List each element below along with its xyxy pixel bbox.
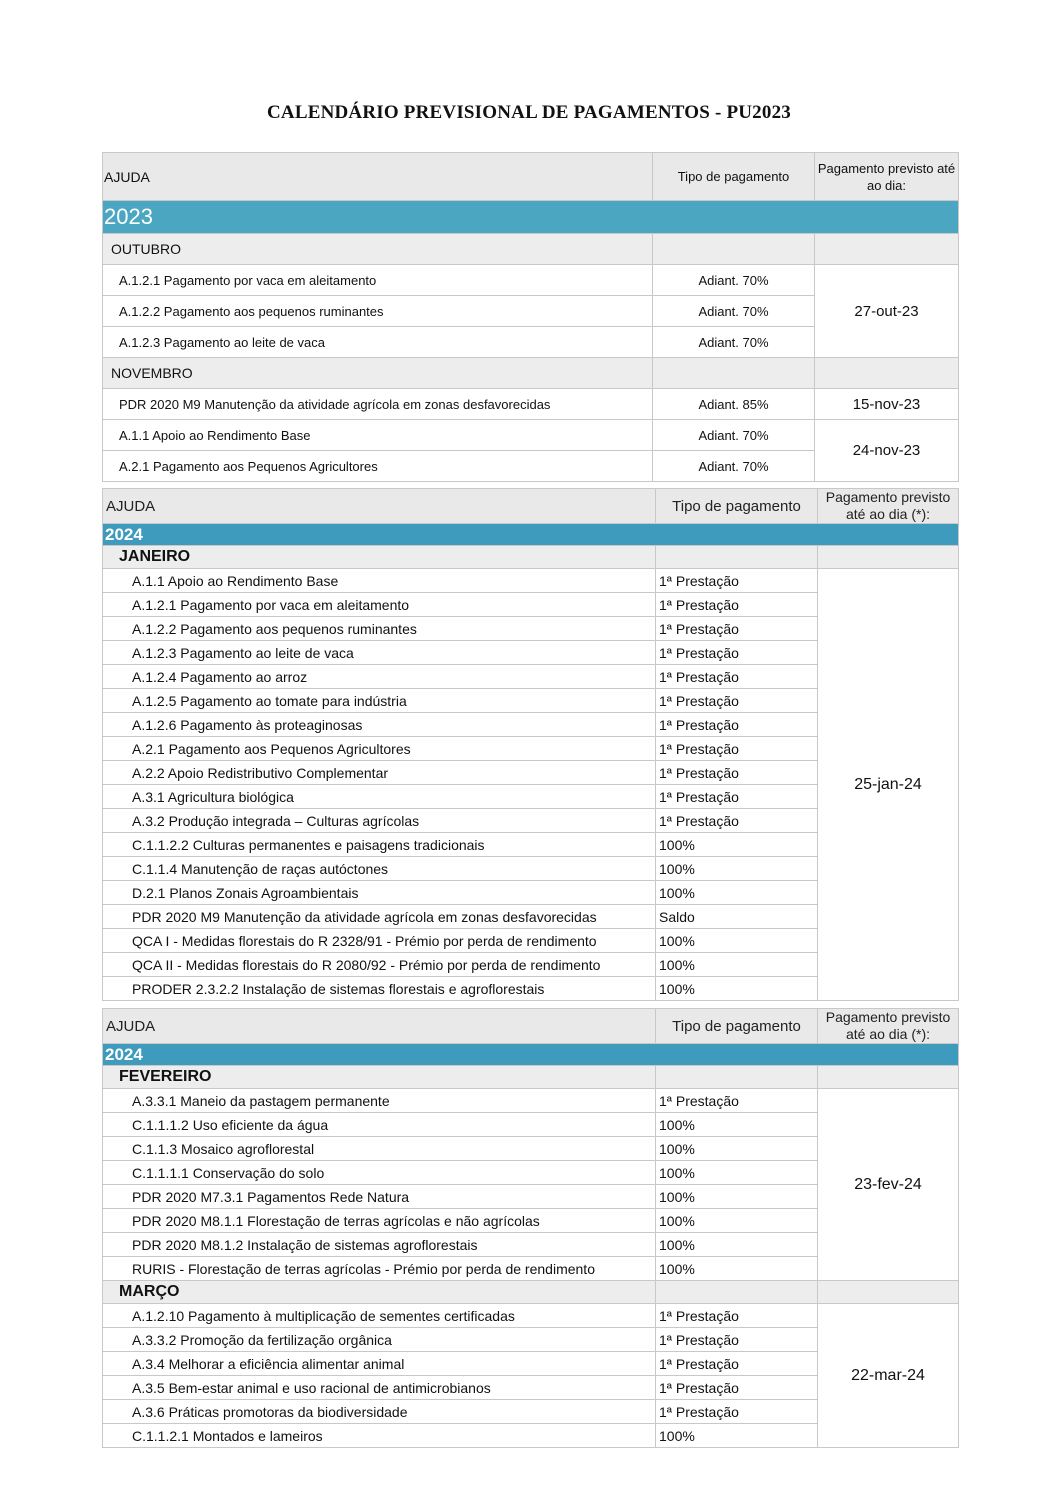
tipo-pagamento-cell: 1ª Prestação bbox=[656, 593, 818, 617]
ajuda-cell: A.3.2 Produção integrada – Culturas agrícolas bbox=[103, 809, 656, 833]
payment-date-cell: 25-jan-24 bbox=[818, 569, 959, 1001]
ajuda-cell: A.1.2.10 Pagamento à multiplicação de sementes certificadas bbox=[103, 1304, 656, 1328]
ajuda-cell: A.2.2 Apoio Redistributivo Complementar bbox=[103, 761, 656, 785]
year-label: 2023 bbox=[103, 201, 959, 234]
header-row bbox=[103, 489, 959, 524]
tipo-pagamento-cell: 1ª Prestação bbox=[656, 1304, 818, 1328]
tipo-pagamento-cell: 100% bbox=[656, 1209, 818, 1233]
tipo-pagamento-cell: 1ª Prestação bbox=[656, 689, 818, 713]
ajuda-cell: PDR 2020 M7.3.1 Pagamentos Rede Natura bbox=[103, 1185, 656, 1209]
ajuda-cell: A.3.4 Melhorar a eficiência alimentar animal bbox=[103, 1352, 656, 1376]
tipo-pagamento-cell: 100% bbox=[656, 1161, 818, 1185]
table-row bbox=[103, 1304, 959, 1328]
tipo-pagamento-cell: Adiant. 70% bbox=[653, 265, 815, 296]
tipo-pagamento-cell: 1ª Prestação bbox=[656, 761, 818, 785]
month-label: JANEIRO bbox=[103, 546, 656, 569]
ajuda-cell: PDR 2020 M8.1.1 Florestação de terras agrícolas e não agrícolas bbox=[103, 1209, 656, 1233]
ajuda-cell: A.1.2.2 Pagamento aos pequenos ruminantes bbox=[103, 617, 656, 641]
payment-table-2024-february-march bbox=[102, 1008, 959, 1448]
column-header-tipo: Tipo de pagamento bbox=[653, 153, 815, 201]
ajuda-cell: QCA I - Medidas florestais do R 2328/91 - Prémio por perda de rendimento bbox=[103, 929, 656, 953]
ajuda-cell: C.1.1.1.1 Conservação do solo bbox=[103, 1161, 656, 1185]
tipo-pagamento-cell: 100% bbox=[656, 1137, 818, 1161]
tipo-pagamento-cell: 100% bbox=[656, 977, 818, 1001]
tipo-pagamento-cell: 1ª Prestação bbox=[656, 809, 818, 833]
year-row bbox=[103, 524, 959, 546]
ajuda-cell: C.1.1.4 Manutenção de raças autóctones bbox=[103, 857, 656, 881]
tipo-pagamento-cell: 1ª Prestação bbox=[656, 1352, 818, 1376]
tipo-pagamento-cell: Adiant. 70% bbox=[653, 327, 815, 358]
tipo-pagamento-cell: 1ª Prestação bbox=[656, 641, 818, 665]
ajuda-cell: A.2.1 Pagamento aos Pequenos Agricultores bbox=[103, 451, 653, 482]
table-row bbox=[103, 265, 959, 296]
tipo-pagamento-cell: Saldo bbox=[656, 905, 818, 929]
ajuda-cell: PRODER 2.3.2.2 Instalação de sistemas florestais e agroflorestais bbox=[103, 977, 656, 1001]
column-header-tipo: Tipo de pagamento bbox=[656, 489, 818, 524]
ajuda-cell: A.2.1 Pagamento aos Pequenos Agricultores bbox=[103, 737, 656, 761]
tipo-pagamento-cell: 1ª Prestação bbox=[656, 1328, 818, 1352]
month-label: OUTUBRO bbox=[103, 234, 653, 265]
ajuda-cell: D.2.1 Planos Zonais Agroambientais bbox=[103, 881, 656, 905]
tipo-pagamento-cell: 1ª Prestação bbox=[656, 1089, 818, 1113]
tipo-pagamento-cell: 100% bbox=[656, 1424, 818, 1448]
ajuda-cell: A.3.3.1 Maneio da pastagem permanente bbox=[103, 1089, 656, 1113]
ajuda-cell: A.1.2.1 Pagamento por vaca em aleitamento bbox=[103, 265, 653, 296]
month-row bbox=[103, 1281, 959, 1304]
page-title: CALENDÁRIO PREVISIONAL DE PAGAMENTOS - PU2023 bbox=[267, 102, 791, 123]
payment-date-cell: 15-nov-23 bbox=[815, 389, 959, 420]
ajuda-cell: PDR 2020 M9 Manutenção da atividade agrícola em zonas desfavorecidas bbox=[103, 905, 656, 929]
tipo-pagamento-cell: 100% bbox=[656, 857, 818, 881]
tipo-pagamento-cell: 1ª Prestação bbox=[656, 785, 818, 809]
tipo-pagamento-cell: 100% bbox=[656, 1113, 818, 1137]
month-label: NOVEMBRO bbox=[103, 358, 653, 389]
ajuda-cell: A.1.1 Apoio ao Rendimento Base bbox=[103, 420, 653, 451]
ajuda-cell: PDR 2020 M8.1.2 Instalação de sistemas agroflorestais bbox=[103, 1233, 656, 1257]
ajuda-cell: A.1.2.1 Pagamento por vaca em aleitamento bbox=[103, 593, 656, 617]
ajuda-cell: C.1.1.3 Mosaico agroflorestal bbox=[103, 1137, 656, 1161]
column-header-tipo: Tipo de pagamento bbox=[656, 1009, 818, 1044]
ajuda-cell: A.1.2.5 Pagamento ao tomate para indústria bbox=[103, 689, 656, 713]
tipo-pagamento-cell: 1ª Prestação bbox=[656, 1400, 818, 1424]
tipo-pagamento-cell: Adiant. 85% bbox=[653, 389, 815, 420]
tipo-pagamento-cell: 1ª Prestação bbox=[656, 713, 818, 737]
ajuda-cell: A.1.2.3 Pagamento ao leite de vaca bbox=[103, 641, 656, 665]
ajuda-cell: A.3.5 Bem-estar animal e uso racional de antimicrobianos bbox=[103, 1376, 656, 1400]
payment-table-2024-january bbox=[102, 488, 959, 1001]
column-header-ajuda: AJUDA bbox=[103, 153, 653, 201]
month-label: MARÇO bbox=[103, 1281, 656, 1304]
table-row bbox=[103, 1089, 959, 1113]
payment-date-cell: 24-nov-23 bbox=[815, 420, 959, 482]
tipo-pagamento-cell: Adiant. 70% bbox=[653, 420, 815, 451]
ajuda-cell: C.1.1.2.2 Culturas permanentes e paisagens tradicionais bbox=[103, 833, 656, 857]
year-row bbox=[103, 201, 959, 234]
ajuda-cell: A.1.2.6 Pagamento às proteaginosas bbox=[103, 713, 656, 737]
column-header-ajuda: AJUDA bbox=[103, 489, 656, 524]
tipo-pagamento-cell: 1ª Prestação bbox=[656, 665, 818, 689]
ajuda-cell: A.1.1 Apoio ao Rendimento Base bbox=[103, 569, 656, 593]
tipo-pagamento-cell: Adiant. 70% bbox=[653, 296, 815, 327]
ajuda-cell: A.1.2.4 Pagamento ao arroz bbox=[103, 665, 656, 689]
tipo-pagamento-cell: 100% bbox=[656, 833, 818, 857]
payment-table-2023 bbox=[102, 152, 959, 482]
ajuda-cell: A.1.2.2 Pagamento aos pequenos ruminantes bbox=[103, 296, 653, 327]
column-header-ajuda: AJUDA bbox=[103, 1009, 656, 1044]
column-header-previsto: Pagamento previsto até ao dia: bbox=[815, 153, 959, 201]
month-row bbox=[103, 358, 959, 389]
table-row bbox=[103, 389, 959, 420]
year-label: 2024 bbox=[103, 1044, 959, 1066]
tipo-pagamento-cell: 1ª Prestação bbox=[656, 617, 818, 641]
ajuda-cell: A.3.6 Práticas promotoras da biodiversidade bbox=[103, 1400, 656, 1424]
column-header-previsto: Pagamento previsto até ao dia (*): bbox=[818, 489, 959, 524]
tipo-pagamento-cell: 1ª Prestação bbox=[656, 1376, 818, 1400]
tipo-pagamento-cell: Adiant. 70% bbox=[653, 451, 815, 482]
ajuda-cell: RURIS - Florestação de terras agrícolas - Prémio por perda de rendimento bbox=[103, 1257, 656, 1281]
header-row bbox=[103, 153, 959, 201]
ajuda-cell: C.1.1.2.1 Montados e lameiros bbox=[103, 1424, 656, 1448]
tipo-pagamento-cell: 100% bbox=[656, 881, 818, 905]
month-row bbox=[103, 234, 959, 265]
payment-date-cell: 27-out-23 bbox=[815, 265, 959, 358]
ajuda-cell: QCA II - Medidas florestais do R 2080/92 - Prémio por perda de rendimento bbox=[103, 953, 656, 977]
tipo-pagamento-cell: 1ª Prestação bbox=[656, 569, 818, 593]
tipo-pagamento-cell: 100% bbox=[656, 1185, 818, 1209]
year-label: 2024 bbox=[103, 524, 959, 546]
year-row bbox=[103, 1044, 959, 1066]
column-header-previsto: Pagamento previsto até ao dia (*): bbox=[818, 1009, 959, 1044]
tipo-pagamento-cell: 100% bbox=[656, 1257, 818, 1281]
tipo-pagamento-cell: 100% bbox=[656, 953, 818, 977]
month-row bbox=[103, 1066, 959, 1089]
table-row bbox=[103, 420, 959, 451]
header-row bbox=[103, 1009, 959, 1044]
tipo-pagamento-cell: 100% bbox=[656, 929, 818, 953]
month-row bbox=[103, 546, 959, 569]
ajuda-cell: A.1.2.3 Pagamento ao leite de vaca bbox=[103, 327, 653, 358]
ajuda-cell: A.3.1 Agricultura biológica bbox=[103, 785, 656, 809]
month-label: FEVEREIRO bbox=[103, 1066, 656, 1089]
table-row bbox=[103, 569, 959, 593]
payment-date-cell: 22-mar-24 bbox=[818, 1304, 959, 1448]
tipo-pagamento-cell: 100% bbox=[656, 1233, 818, 1257]
tipo-pagamento-cell: 1ª Prestação bbox=[656, 737, 818, 761]
ajuda-cell: PDR 2020 M9 Manutenção da atividade agrícola em zonas desfavorecidas bbox=[103, 389, 653, 420]
ajuda-cell: A.3.3.2 Promoção da fertilização orgânica bbox=[103, 1328, 656, 1352]
ajuda-cell: C.1.1.1.2 Uso eficiente da água bbox=[103, 1113, 656, 1137]
payment-date-cell: 23-fev-24 bbox=[818, 1089, 959, 1281]
